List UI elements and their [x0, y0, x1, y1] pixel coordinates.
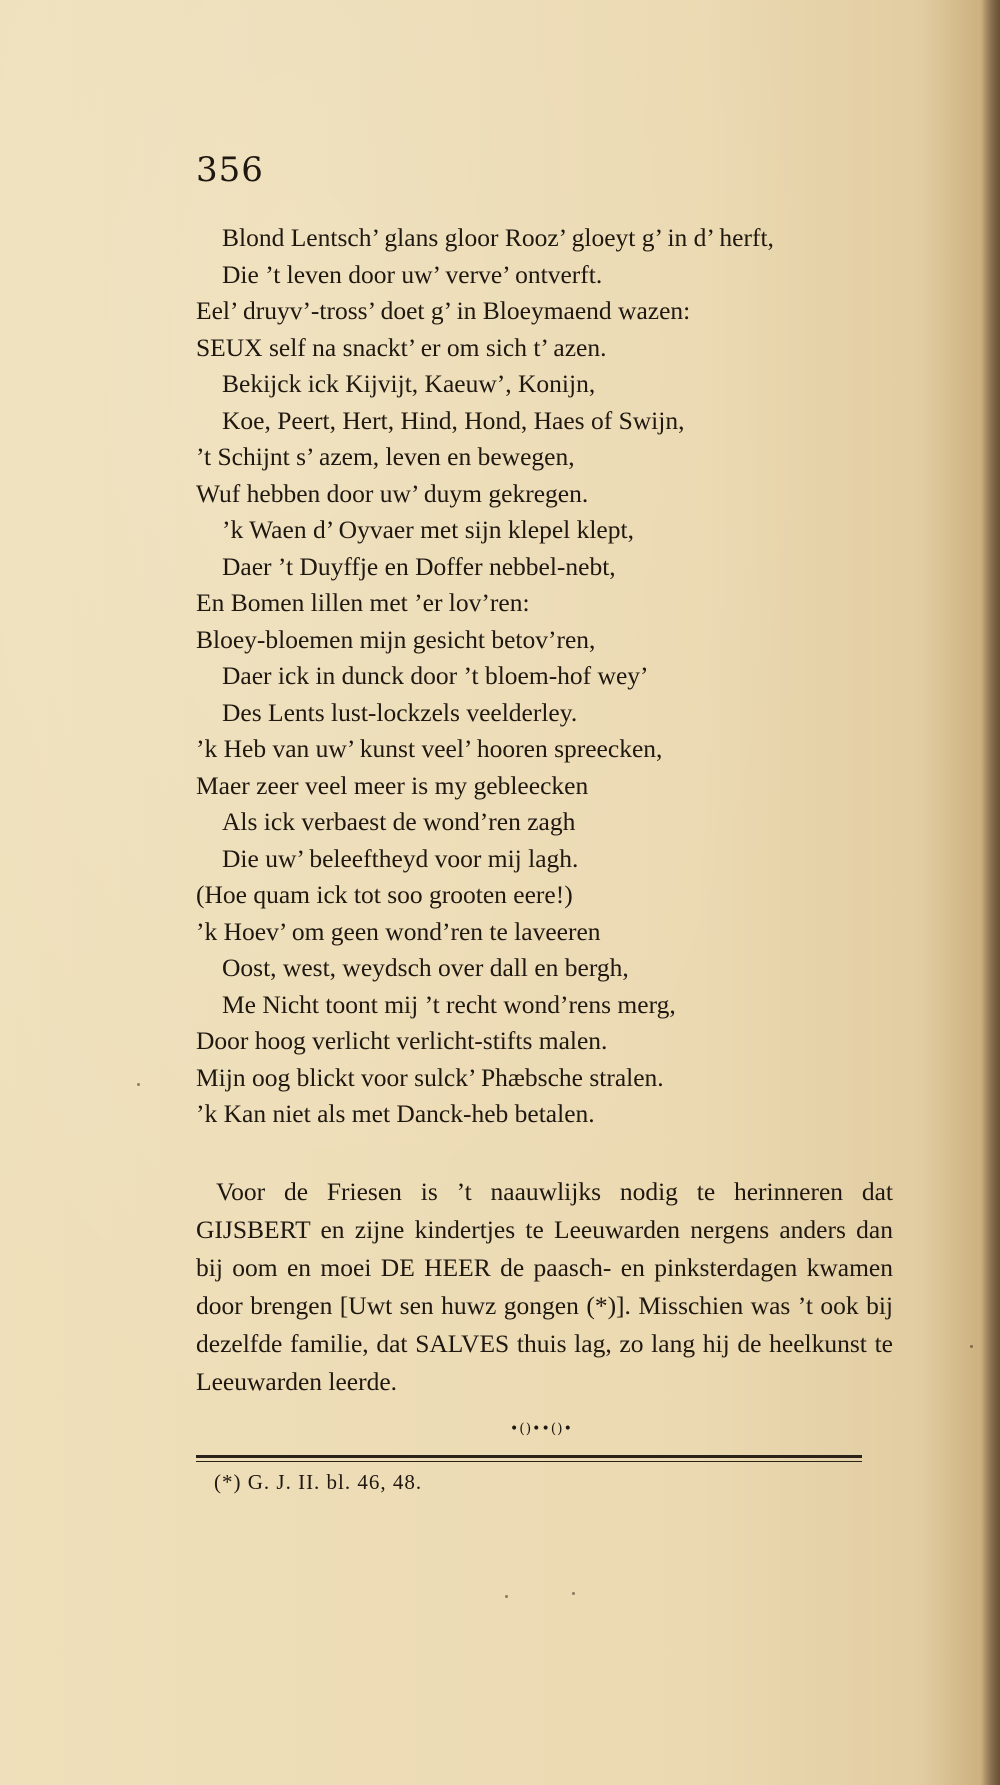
poem-line: Maer zeer veel meer is my gebleecken: [196, 770, 589, 800]
poem-line: Me Nicht toont mij ’t recht wond’rens merg,: [222, 989, 676, 1019]
poem-block: [196, 220, 916, 1133]
poem-line: Eel’ druyv’-tross’ doet g’ in Bloeymaend wazen:: [196, 296, 691, 325]
poem-line: SEUX self na snackt’ er om sich t’ azen.: [196, 332, 607, 362]
poem-line: Daer ick in dunck door ’t bloem-hof wey’: [222, 661, 649, 690]
poem-line: Door hoog verlicht verlicht-stifts malen.: [196, 1026, 608, 1055]
poem-line: ’k Kan niet als met Danck-heb betalen.: [196, 1099, 595, 1128]
poem-line: ’k Heb van uw’ kunst veel’ hooren spreecken,: [196, 734, 663, 763]
paper-speck: [505, 1595, 508, 1598]
poem-line: ’k Hoev’ om geen wond’ren te laveeren: [196, 916, 601, 946]
poem-line: Des Lents lust-lockzels veelderley.: [222, 697, 578, 727]
poem-line: Bekijck ick Kijvijt, Kaeuw’, Konijn,: [222, 369, 596, 398]
footnote-rule-thin: [196, 1461, 862, 1462]
poem-line: Oost, west, weydsch over dall en bergh,: [222, 953, 629, 982]
footnote: (*) G. J. II. bl. 46, 48.: [214, 1470, 423, 1494]
poem-line: Die uw’ beleeftheyd voor mij lagh.: [222, 843, 579, 873]
footnote-rule-thick: [196, 1455, 862, 1458]
poem-line: Als ick verbaest de wond’ren zagh: [222, 807, 576, 836]
poem-line: ’k Waen d’ Oyvaer met sijn klepel klept,: [222, 515, 634, 544]
poem-line: En Bomen lillen met ’er lov’ren:: [196, 588, 530, 617]
paper-speck: [137, 1083, 140, 1086]
poem-line: Blond Lentsch’ glans gloor Rooz’ gloeyt g’ in d’ herft,: [222, 223, 774, 252]
page-number: 356: [196, 150, 264, 190]
poem-line: (Hoe quam ick tot soo grooten eere!): [196, 880, 573, 909]
poem-line: Wuf hebben door uw’ duym gekregen.: [196, 478, 589, 508]
paper-speck: [572, 1592, 575, 1595]
poem-line: ’t Schijnt s’ azem, leven en bewegen,: [196, 442, 575, 471]
poem-line: Daer ’t Duyffje en Doffer nebbel-nebt,: [222, 551, 616, 581]
prose-paragraph-block: [196, 1173, 893, 1401]
paper-speck: [970, 1345, 973, 1348]
poem-line: Koe, Peert, Hert, Hind, Hond, Haes of Swijn,: [222, 405, 685, 435]
poem-line: Die ’t leven door uw’ verve’ ontverft.: [222, 259, 603, 289]
prose-paragraph: Voor de Friesen is ’t naauwlijks nodig te herinneren dat GIJSBERT en zijne kindertjes te Leeuwarden nergens anders dan bij oom en moei DE HEER de paasch- en pinksterdagen kwamen door brengen [Uwt sen huwz gongen (*)]. Misschien was ’t ook bij dezelfde familie, dat SALVES thuis lag, zo lang hij de heelkunst te Leeuwarden leerde.: [196, 1177, 893, 1396]
page-edge-shadow: [982, 0, 1000, 1785]
ornament: •()••()•: [510, 1421, 573, 1437]
poem-line: Mijn oog blickt voor sulck’ Phæbsche stralen.: [196, 1062, 664, 1092]
poem-line: Bloey-bloemen mijn gesicht betov’ren,: [196, 624, 596, 654]
